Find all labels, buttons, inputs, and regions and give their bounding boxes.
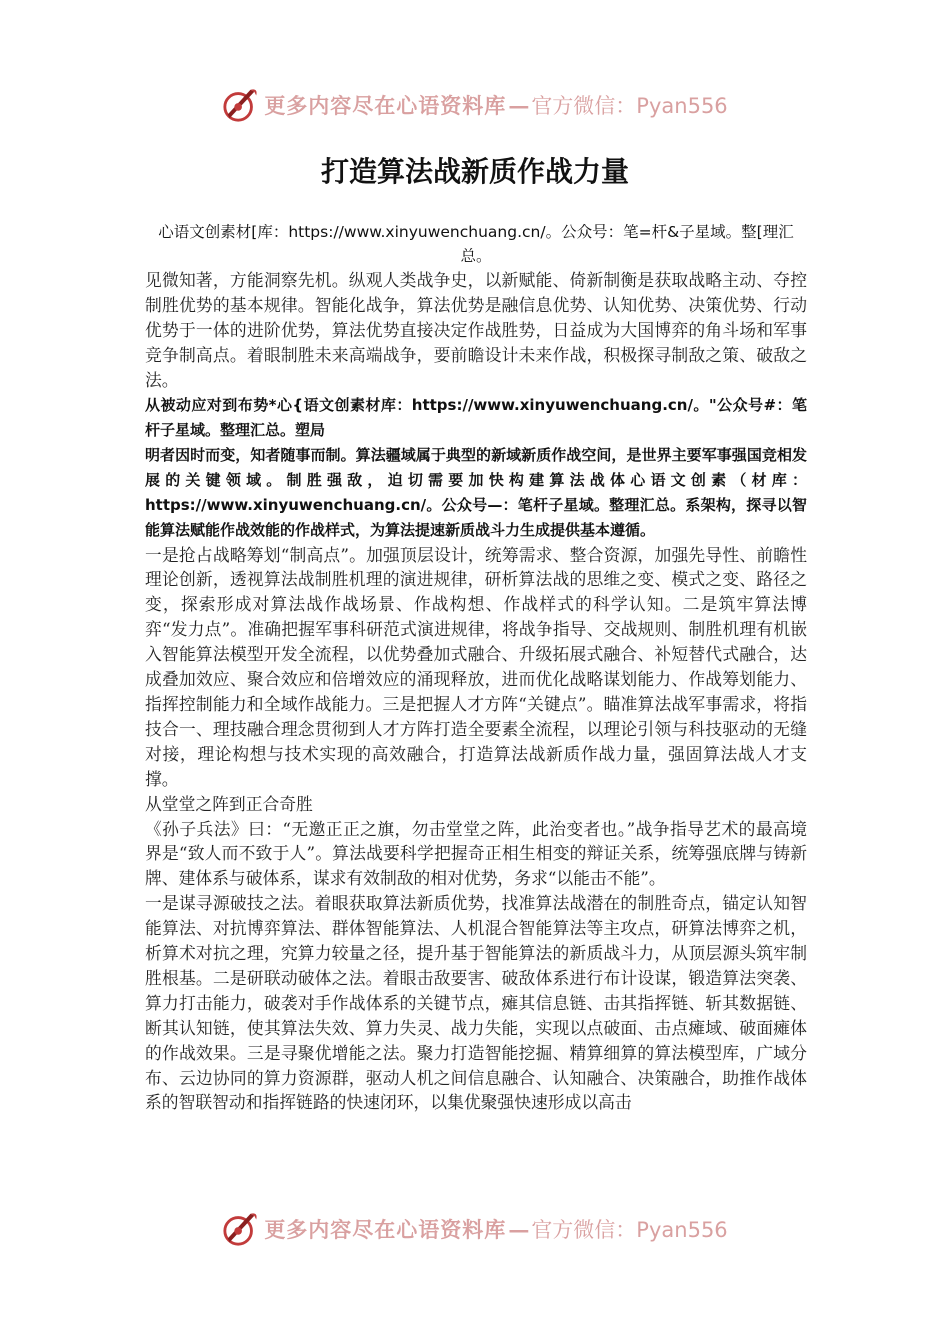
quill-logo-icon — [222, 86, 260, 124]
banner-contact: 官方微信：Pyan556 — [531, 94, 728, 118]
footer-banner — [0, 1204, 950, 1254]
section-heading-1: 从被动应对到布势*心{语文创素材库：https://www.xinyuwenchuang.cn/。"公众号#：笔杆子星域。整理汇总。塑局 — [145, 395, 807, 439]
document-title: 打造算法战新质作战力量 — [320, 155, 629, 188]
paragraph-section-2: 《孙子兵法》曰：“无邀正正之旗，勿击堂堂之阵，此治变者也。”战争指导艺术的最高境界是“致人而不致于人”。算法战要科学把握奇正相生相变的辩证关系，统筹强底牌与铸新牌、建体系与破体系，谋求有效制敌的相对优势，务求“以能击不能”。 — [145, 818, 807, 889]
paragraph-points-2: 一是谋寻源破技之法。着眼获取算法新质优势，找准算法战潜在的制胜奇点，锚定认知智能算法、对抗博弈算法、群体智能算法、人机混合智能算法等主攻点，研算法博弈之机，析算术对抗之理，究算力较量之径，提升基于智能算法的新质战斗力，从顶层源头筑牢制胜根基。二是研联动破体之法。着眼击敌要害、破敌体系进行布计设谋，锻造算法突袭、算力打击能力，破袭对手作战体系的关键节点，瘫其信息链、击其指挥链、斩其数据链、断其认知链，使其算法失效、算力失灵、战力失能，实现以点破面、击点瘫域、破面瘫体的作战效果。三是寻聚优增能之法。聚力打造智能挖掘、精算细算的算法模型库，广域分布、云边协同的算力资源群，驱动人机之间信息融合、认知融合、决策融合，助推作战体系的智联智动和指挥链路的快速闭环，以集优聚强快速形成以高击 — [145, 893, 807, 1113]
section-heading-2: 从堂堂之阵到正合奇胜 — [145, 793, 313, 814]
banner-separator: — — [508, 1216, 530, 1242]
document-body — [145, 220, 807, 1115]
paragraph-intro: 见微知著，方能洞察先机。纵观人类战争史，以新赋能、倚新制衡是获取战略主动、夺控制胜优势的基本规律。智能化战争，算法优势是融信息优势、认知优势、决策优势、行动优势于一体的进阶优势，算法优势直接决定作战胜势，日益成为大国博弈的角斗场和军事竞争制高点。着眼制胜未来高端战争，要前瞻设计未来作战，积极探寻制敌之策、破敌之法。 — [145, 270, 807, 390]
banner-contact: 官方微信：Pyan556 — [531, 1218, 728, 1242]
paragraph-points-1: 一是抢占战略筹划“制高点”。加强顶层设计，统筹需求、整合资源，加强先导性、前瞻性理论创新，透视算法战制胜机理的演进规律，研析算法战的思维之变、模式之变、路径之变，探索形成对算法战作战场景、作战构想、作战样式的科学认知。二是筑牢算法博弈“发力点”。准确把握军事科研范式演进规律，将战争指导、交战规则、制胜机理有机嵌入智能算法模型开发全流程，以优势叠加式融合、升级拓展式融合、补短替代式融合，达成叠加效应、聚合效应和倍增效应的涌现释放，进而优化战略谋划能力、作战筹划能力、指挥控制能力和全域作战能力。三是把握人才方阵“关键点”。瞄准算法战军事需求，将指技合一、理技融合理念贯彻到人才方阵打造全要素全流程，以理论引领与科技驱动的无缝对接，理论构想与技术实现的高效融合，打造算法战新质作战力量，强固算法战人才支撑。 — [145, 544, 807, 789]
banner-separator: — — [508, 92, 530, 118]
banner-slogan: 更多内容尽在心语资料库 — [264, 93, 507, 118]
source-line: 心语文创素材[库：https://www.xinyuwenchuang.cn/。公众号：笔=杆&子星域。整[理汇总。 — [158, 223, 794, 265]
banner-slogan: 更多内容尽在心语资料库 — [264, 1217, 507, 1242]
header-banner — [0, 80, 950, 130]
paragraph-section-1: 明者因时而变，知者随事而制。算法疆域属于典型的新域新质作战空间，是世界主要军事强国竞相发展的关键领域。制胜强敌，迫切需要加快构建算法战体心语文创素（材库：https://www.xinyuwenchuang.cn/。公众号—：笔杆子星域。整理汇总。系架构，探寻以智能算法赋能作战效能的作战样式，为算法提速新质战斗力生成提供基本遵循。 — [145, 445, 807, 539]
quill-logo-icon — [222, 1210, 260, 1248]
